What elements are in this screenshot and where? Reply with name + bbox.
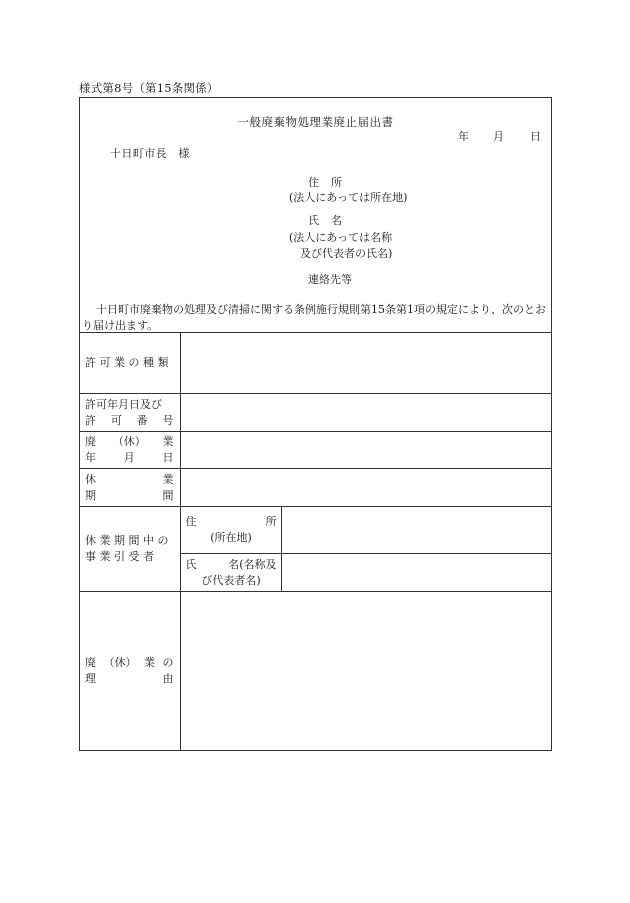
form-number-label: 様式第8号（第15条関係） (79, 81, 219, 95)
addressee: 十日町市長 様 (110, 147, 190, 160)
form-table (80, 332, 551, 751)
applicant-name-note-2: 及び代表者の氏名) (300, 247, 393, 260)
abolish-date-label: 廃 （休） 業 年 月 日 (80, 432, 180, 469)
date-year-label: 年 (458, 130, 469, 143)
permit-date-label: 許可年月日及び 許 可 番 号 (80, 394, 180, 432)
declaration-text: 十日町市廃棄物の処理及び清掃に関する条例施行規則第15条第1項の規定により、次のとおり届け出ます。 (82, 303, 546, 332)
applicant-name-label: 氏 名 (308, 214, 343, 227)
permit-type-label: 許 可 業 の 種 類 (80, 333, 180, 394)
row-permit-type (80, 333, 551, 394)
row-abolish-date (80, 432, 551, 469)
date-day-label: 日 (530, 130, 541, 143)
date-month-label: 月 (493, 130, 504, 143)
form-frame (79, 97, 552, 751)
row-successor-address (80, 507, 551, 554)
suspension-period-label: 休 業 期 間 (80, 469, 180, 507)
permit-type-field[interactable] (180, 333, 551, 394)
abolish-date-field[interactable] (180, 432, 551, 469)
applicant-contact-label: 連絡先等 (308, 273, 352, 286)
permit-date-field[interactable] (180, 394, 551, 432)
successor-label: 休 業 期 間 中 の 事 業 引 受 者 (80, 507, 180, 592)
applicant-address-label: 住 所 (308, 176, 343, 189)
successor-address-field[interactable] (281, 507, 551, 554)
successor-name-label: 氏 名(名称及 び代表者名) (180, 554, 281, 592)
reason-label: 廃 （休） 業 の 理 由 (80, 592, 180, 751)
suspension-period-field[interactable] (180, 469, 551, 507)
row-suspension-period (80, 469, 551, 507)
row-reason (80, 592, 551, 751)
reason-field[interactable] (180, 592, 551, 751)
applicant-address-note: (法人にあっては所在地) (289, 191, 408, 204)
row-permit-date (80, 394, 551, 432)
applicant-name-note-1: (法人にあっては名称 (289, 231, 393, 244)
form-title: 一般廃棄物処理業廃止届出書 (237, 115, 394, 129)
successor-name-field[interactable] (281, 554, 551, 592)
successor-address-label: 住 所 (所在地) (180, 507, 281, 554)
